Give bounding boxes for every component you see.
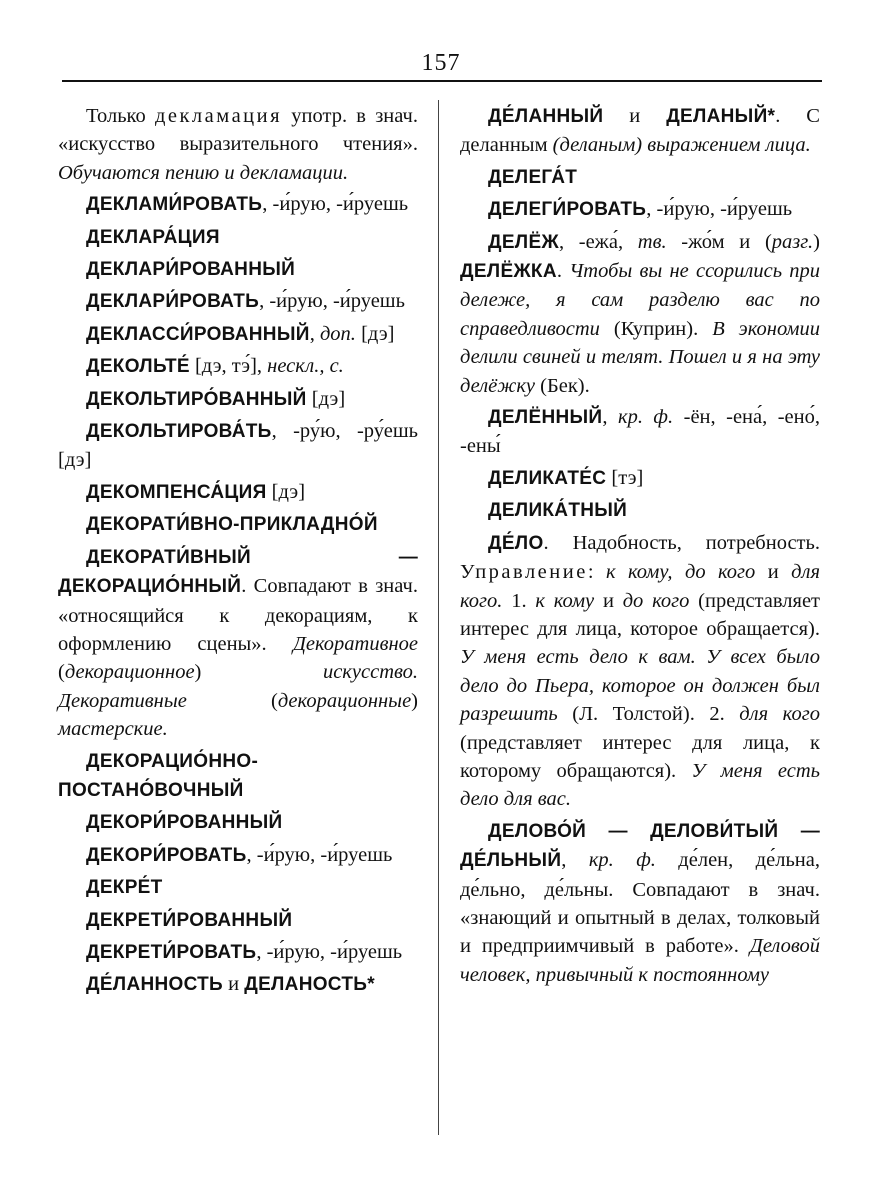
dictionary-entry [460, 102, 820, 160]
headword: ДЕЛИКАТЕ́С [488, 467, 607, 489]
entry-text: . Совпадают в знач. «относящийся к декорациям, к оформлению сцены». [58, 575, 418, 655]
entry-text: , [602, 406, 618, 429]
entry-text: декламация [154, 105, 283, 127]
headword: ДЕ́ЛАННОСТЬ [86, 974, 223, 996]
entry-text: (Л. Толстой). 2. [557, 703, 740, 726]
entry-text: -жо́м и ( [666, 230, 772, 253]
dictionary-entry [58, 478, 418, 507]
headword: ДЕ́ЛАННЫЙ [488, 106, 604, 127]
entry-text: и [223, 973, 245, 996]
headword: ДЕЛЕГИ́РОВАТЬ [488, 199, 647, 221]
italic-text: нескл., с. [267, 355, 344, 378]
headword: ДЕКЛАРА́ЦИЯ [86, 226, 220, 248]
headword: ДЕЛЁННЫЙ [488, 407, 603, 429]
italic-text: Обучаются пению и декламации. [58, 161, 349, 184]
italic-text: тв. [637, 230, 667, 253]
entry-text: и [755, 561, 792, 584]
italic-text: У меня есть дело к вам. У всех было дело до Пьера, которое он должен был разрешить [460, 646, 820, 726]
dictionary-entry [58, 747, 418, 806]
dictionary-entry [58, 320, 418, 349]
headword: ДЕКОРАЦИО́ННО-ПОСТАНО́ВОЧНЫЙ [58, 750, 259, 801]
entry-text: ) [411, 689, 418, 712]
headword: ДЕЛИКА́ТНЫЙ [488, 500, 628, 522]
entry-text: , -и́рую, -и́руешь [646, 198, 793, 221]
italic-text: к кому [535, 589, 595, 612]
headword: ДЕКОЛЬТИРО́ВАННЫЙ [86, 388, 307, 410]
page-number: 157 [421, 50, 461, 76]
headword: ДЕЛАНЫЙ* [666, 106, 776, 127]
entry-text: , -и́рую, -и́руешь [246, 843, 393, 866]
headword: ДЕ́ЛО [488, 532, 544, 554]
entry-text: [тэ] [606, 466, 644, 489]
dictionary-entry [58, 352, 418, 381]
entry-text: и [603, 105, 667, 127]
entry-text: и [594, 589, 623, 612]
entry-text: , [561, 849, 589, 872]
headword: ДЕКЛАРИ́РОВАТЬ [86, 291, 260, 313]
italic-text: для кого. [460, 561, 820, 612]
entry-text: . [556, 260, 570, 283]
entry-text: употр. в знач. «искусство выразительного чтения». [58, 105, 418, 156]
headword: ДЕЛЁЖКА [460, 261, 557, 283]
dictionary-entry [58, 938, 418, 967]
headword: ДЕКОРАТИ́ВНЫЙ — ДЕКОРАЦИО́ННЫЙ [58, 546, 418, 598]
dictionary-entry [460, 464, 820, 493]
headword: ДЕЛЁЖ [488, 231, 559, 253]
entry-text: 1. [502, 589, 536, 612]
italic-text: кр. ф. [617, 406, 674, 429]
dictionary-entry [58, 287, 418, 316]
entry-text: [дэ] [266, 480, 306, 503]
dictionary-entry [58, 223, 418, 252]
headword: ДЕКРЕТИ́РОВАТЬ [86, 941, 257, 963]
left-column [58, 102, 418, 1000]
dictionary-entry [58, 190, 418, 219]
headword: ДЕЛОВО́Й — ДЕЛОВИ́ТЫЙ — ДЕ́ЛЬНЫЙ [460, 820, 820, 872]
headword: ДЕЛАНОСТЬ* [244, 974, 375, 996]
entry-text: [дэ] [355, 322, 395, 345]
entry-text: -ён, -ена́, -ено́, -ены́ [460, 406, 821, 458]
entry-text: [дэ] [306, 387, 346, 410]
entry-text: ) [194, 661, 323, 684]
entry-text: ( [58, 661, 65, 684]
dictionary-entry [460, 403, 820, 461]
italic-text: искусство. Декоративные [58, 661, 418, 712]
italic-text: до кого [622, 589, 690, 612]
dictionary-entry [58, 808, 418, 837]
entry-text: (представляет интерес для лица, к которому обращаются). [460, 731, 820, 782]
entry-text: (представляет интерес для лица, которое обращается). [460, 589, 820, 640]
dictionary-entry [460, 163, 820, 192]
column-divider [438, 100, 439, 1135]
entry-text: . Надобность, потребность. [543, 531, 820, 554]
dictionary-entry [460, 195, 820, 224]
entry-text: . С деланным [460, 105, 820, 157]
entry-text: , -ежа́, [558, 230, 638, 253]
dictionary-entry [58, 102, 418, 187]
dictionary-entry [58, 873, 418, 902]
right-column [460, 102, 820, 989]
entry-text: , -ру́ю, -ру́ешь [дэ] [58, 420, 418, 472]
italic-text: мастерские. [58, 718, 168, 741]
dictionary-entry [58, 255, 418, 284]
italic-text: доп. [319, 322, 356, 345]
headword: ДЕКОРАТИ́ВНО-ПРИКЛАДНО́Й [86, 514, 378, 536]
entry-text: [дэ, тэ́], [189, 355, 268, 378]
dictionary-entry [58, 841, 418, 870]
dictionary-entry [58, 543, 418, 744]
headword: ДЕЛЕГА́Т [488, 166, 578, 188]
dictionary-entry [58, 906, 418, 935]
header-rule [62, 80, 822, 82]
dictionary-entry [58, 385, 418, 414]
italic-text: для кого [739, 703, 820, 726]
italic-text: к кому, до кого [605, 561, 756, 584]
headword: ДЕКОМПЕНСА́ЦИЯ [86, 481, 267, 503]
headword: ДЕКРЕТИ́РОВАННЫЙ [86, 909, 293, 931]
dictionary-entry [58, 510, 418, 539]
dictionary-entry [58, 417, 418, 475]
entry-text: , -и́рую, -и́руешь [259, 290, 405, 313]
entry-text: : [587, 561, 606, 584]
headword: ДЕКРЕ́Т [86, 877, 163, 899]
entry-text: , [309, 322, 320, 345]
headword: ДЕКОЛЬТИРОВА́ТЬ [86, 421, 272, 443]
entry-text: де́лен, де́льна, де́льно, де́льны. Совпадают в знач. «знающий и опытный в делах, толковый и предприимчивый в работе». [460, 849, 820, 958]
entry-text: (Бек). [535, 374, 590, 397]
entry-text: Только [86, 105, 155, 127]
italic-text: (деланым) выражением лица. [552, 134, 811, 157]
italic-text: декорационное [64, 661, 195, 684]
italic-text: Декоративное [292, 632, 418, 655]
headword: ДЕКОРИ́РОВАТЬ [86, 844, 247, 866]
italic-text: В экономии делили свиней и телят. Пошел и я на эту делёжку [460, 317, 820, 397]
headword: ДЕКОРИ́РОВАННЫЙ [86, 812, 283, 834]
dictionary-entry [460, 496, 820, 525]
italic-text: декорационные [277, 689, 412, 712]
entry-text: Управление [460, 561, 588, 584]
headword: ДЕКОЛЬТЕ́ [86, 356, 190, 378]
italic-text: Чтобы вы не ссорились при дележе, я сам разделю вас по справедливости [460, 260, 820, 340]
entry-text: , -и́рую, -и́руешь [256, 940, 403, 963]
dictionary-entry [460, 228, 820, 400]
italic-text: разг. [771, 230, 814, 253]
italic-text: кр. ф. [588, 849, 656, 872]
dictionary-entry [460, 817, 820, 989]
dictionary-entry [460, 529, 820, 814]
entry-text: ( [186, 689, 278, 712]
italic-text: У меня есть дело для вас. [460, 759, 820, 811]
dictionary-entry [58, 970, 418, 999]
headword: ДЕКЛАРИ́РОВАННЫЙ [86, 259, 296, 281]
entry-text: ) [813, 230, 820, 253]
italic-text: Деловой человек, привычный к постоянному [460, 935, 820, 986]
entry-text: (Куприн). [599, 317, 713, 340]
headword: ДЕКЛАССИ́РОВАННЫЙ [86, 323, 310, 345]
headword: ДЕКЛАМИ́РОВАТЬ [86, 194, 263, 216]
entry-text: , -и́рую, -и́руешь [262, 193, 409, 216]
